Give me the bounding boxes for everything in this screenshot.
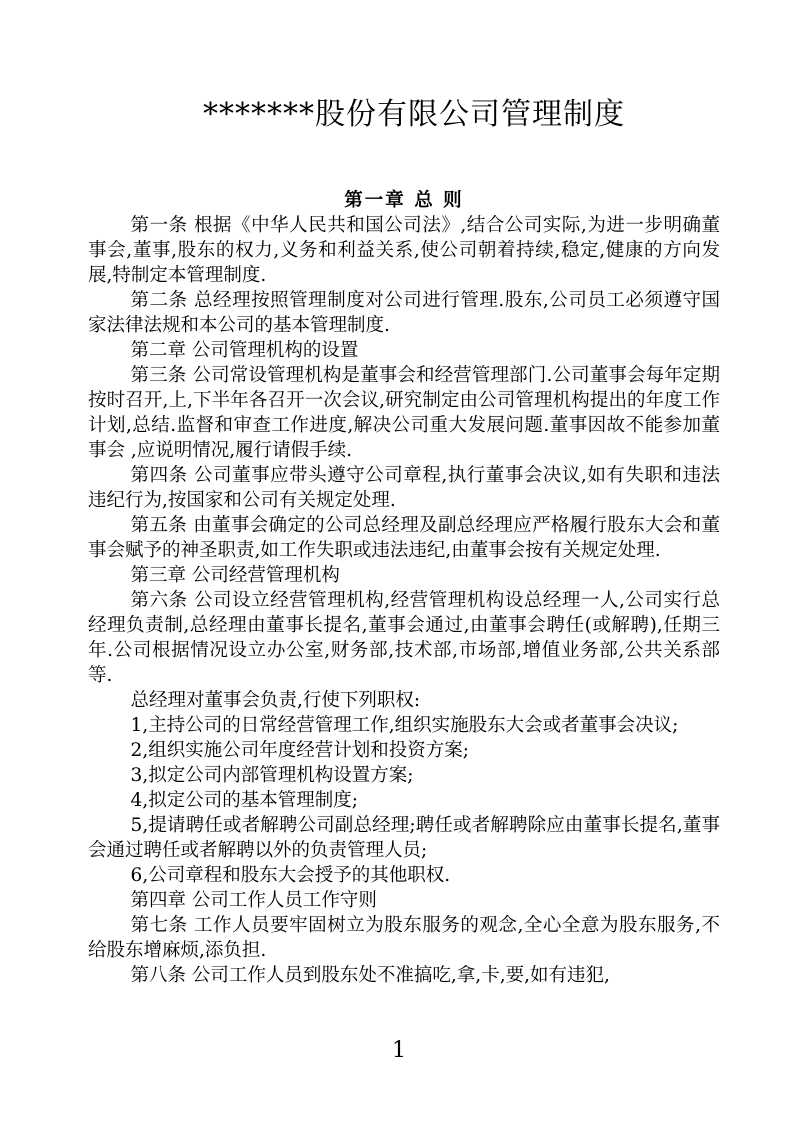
paragraph: 第二条 总经理按照管理制度对公司进行管理.股东,公司员工必须遵守国家法律法规和本公司的基本管理制度. <box>88 290 720 336</box>
document-title: *******股份有限公司管理制度 <box>203 97 625 132</box>
paragraph: 第三条 公司常设管理机构是董事会和经营管理部门.公司董事会每年定期按时召开,上,下半年各召开一次会议,研究制定由公司管理机构提出的年度工作计划,总结.监督和审查工作进度,解决公司重大发展问题.董事因故不能参加董事会 ,应说明情况,履行请假手续. <box>88 365 720 461</box>
paragraph: 3,拟定公司内部管理机构设置方案; <box>130 765 414 786</box>
chapter-heading: 第四章 公司工作人员工作守则 <box>130 890 377 911</box>
paragraph-list <box>88 213 720 988</box>
paragraph: 6,公司章程和股东大会授予的其他职权. <box>130 865 451 886</box>
chapter-heading: 第三章 公司经营管理机构 <box>130 565 340 586</box>
paragraph: 第七条 工作人员要牢固树立为股东服务的观念,全心全意为股东服务,不给股东增麻烦,添负担. <box>88 915 720 961</box>
paragraph: 第八条 公司工作人员到股东处不准搞吃,拿,卡,要,如有违犯, <box>130 965 610 986</box>
chapter-title: 第一章 总 则 <box>344 190 464 211</box>
paragraph: 5,提请聘任或者解聘公司副总经理;聘任或者解聘除应由董事长提名,董事会通过聘任或者解聘以外的负责管理人员; <box>88 815 720 861</box>
document-body <box>88 188 720 988</box>
paragraph: 第六条 公司设立经营管理机构,经营管理机构设总经理一人,公司实行总经理负责制,总经理由董事长提名,董事会通过,由董事会聘任(或解聘),任期三年.公司根据情况设立办公室,财务部,技术部,市场部,增值业务部,公共关系部等. <box>88 590 720 686</box>
paragraph: 1,主持公司的日常经营管理工作,组织实施股东大会或者董事会决议; <box>130 715 679 736</box>
page-number: 1 <box>392 1038 406 1063</box>
paragraph: 第一条 根据《中华人民共和国公司法》,结合公司实际,为进一步明确董事会,董事,股东的权力,义务和利益关系,使公司朝着持续,稳定,健康的方向发展,特制定本管理制度. <box>88 215 720 286</box>
paragraph: 2,组织实施公司年度经营计划和投资方案; <box>130 740 469 761</box>
paragraph: 4,拟定公司的基本管理制度; <box>130 790 358 811</box>
paragraph: 第四条 公司董事应带头遵守公司章程,执行董事会决议,如有失职和违法违纪行为,按国家和公司有关规定处理. <box>88 465 720 511</box>
paragraph: 总经理对董事会负责,行使下列职权: <box>130 690 421 711</box>
paragraph: 第五条 由董事会确定的公司总经理及副总经理应严格履行股东大会和董事会赋予的神圣职责,如工作失职或违法违纪,由董事会按有关规定处理. <box>88 515 720 561</box>
chapter-heading: 第二章 公司管理机构的设置 <box>130 340 359 361</box>
